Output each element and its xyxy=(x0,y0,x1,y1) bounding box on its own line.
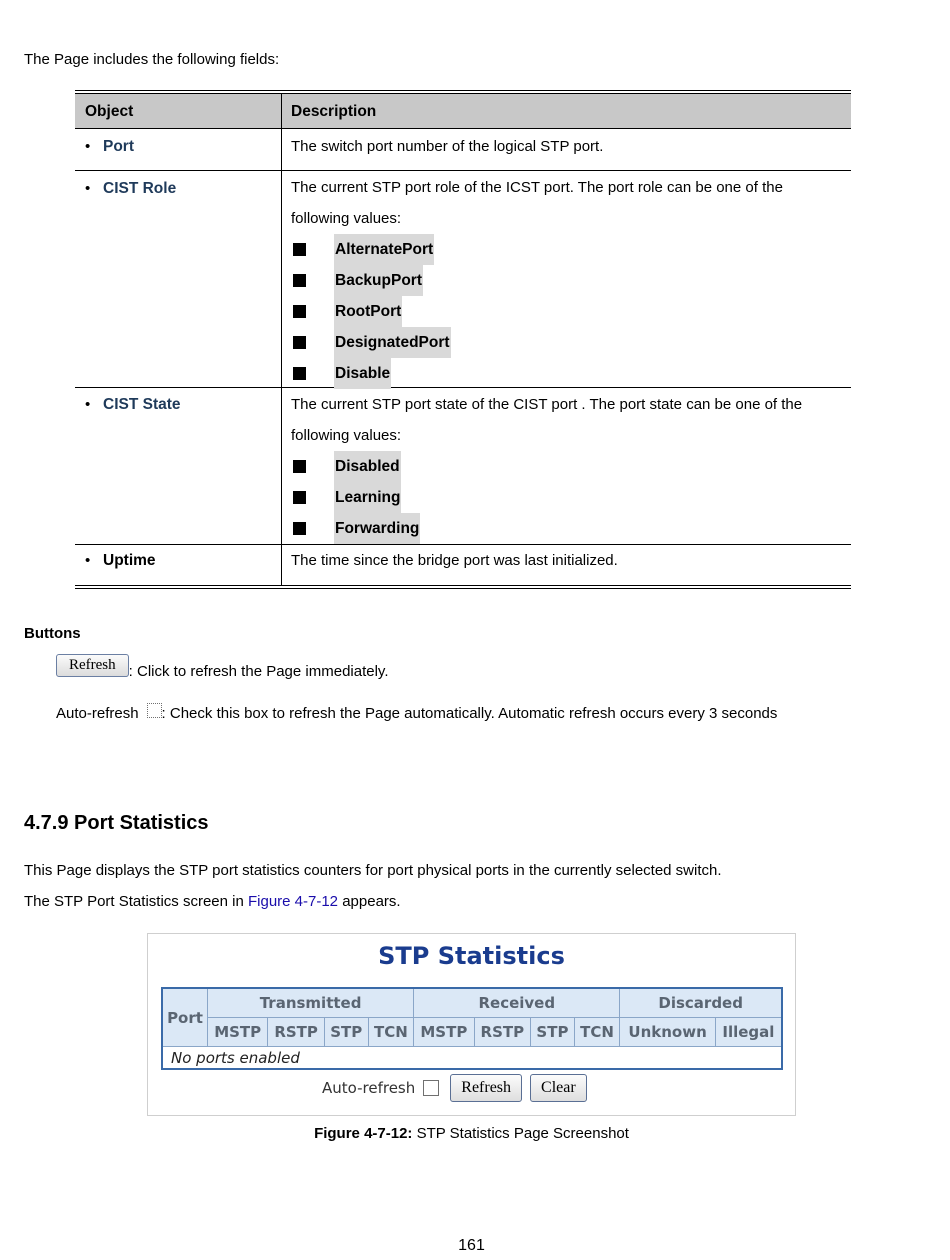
col-header: STP xyxy=(324,1018,368,1047)
table-row xyxy=(75,388,851,545)
square-bullet-icon xyxy=(293,367,306,380)
bullet-icon: • xyxy=(85,180,91,197)
autorefresh-checkbox[interactable] xyxy=(147,703,162,718)
widget-refresh-button[interactable]: Refresh xyxy=(450,1074,522,1102)
empty-row: No ports enabled xyxy=(162,1047,782,1070)
square-bullet-icon xyxy=(293,274,306,287)
object-cell xyxy=(75,545,282,585)
description-line: The current STP port state of the CIST port . The port state can be one of the xyxy=(291,396,803,413)
col-header: Illegal xyxy=(715,1018,782,1047)
col-port: Port xyxy=(162,988,208,1047)
value-item xyxy=(291,482,851,513)
stp-statistics-widget xyxy=(147,933,796,1116)
value-label: Disabled xyxy=(334,451,401,482)
bullet-icon: • xyxy=(85,138,91,155)
widget-title: STP Statistics xyxy=(378,942,565,970)
intro-text: The Page includes the following fields: xyxy=(24,51,280,68)
square-bullet-icon xyxy=(293,491,306,504)
group-discarded: Discarded xyxy=(620,988,782,1018)
description-cell xyxy=(282,129,851,170)
object-name: Port xyxy=(103,138,134,155)
widget-clear-button[interactable]: Clear xyxy=(530,1074,587,1102)
square-bullet-icon xyxy=(293,336,306,349)
autorefresh-help xyxy=(56,703,777,722)
caption-text: STP Statistics Page Screenshot xyxy=(412,1125,629,1142)
square-bullet-icon xyxy=(293,522,306,535)
col-header: TCN xyxy=(574,1018,620,1047)
table-header xyxy=(75,94,851,129)
section-paragraph: This Page displays the STP port statistics counters for port physical ports in the currently selected switch. xyxy=(24,862,722,879)
figure-link[interactable]: Figure 4-7-12 xyxy=(247,893,339,910)
refresh-description: : Click to refresh the Page immediately. xyxy=(128,663,389,680)
page-number: 161 xyxy=(458,1237,485,1254)
col-header: Unknown xyxy=(620,1018,715,1047)
group-received: Received xyxy=(414,988,620,1018)
bullet-icon: • xyxy=(85,552,91,569)
description-line: following values: xyxy=(291,427,402,444)
table-row xyxy=(75,171,851,388)
col-header: MSTP xyxy=(208,1018,268,1047)
widget-autorefresh-label: Auto-refresh xyxy=(322,1079,416,1097)
value-item xyxy=(291,296,851,327)
object-cell xyxy=(75,171,282,387)
widget-autorefresh-checkbox[interactable] xyxy=(423,1080,439,1096)
value-label: BackupPort xyxy=(334,265,423,296)
value-label: RootPort xyxy=(334,296,402,327)
para-text: appears. xyxy=(338,893,401,910)
col-header: RSTP xyxy=(474,1018,531,1047)
autorefresh-description: : Check this box to refresh the Page automatically. Automatic refresh occurs every 3 seconds xyxy=(161,705,778,722)
object-name: CIST State xyxy=(103,396,181,413)
section-paragraph-2 xyxy=(24,893,401,910)
square-bullet-icon xyxy=(293,243,306,256)
caption-label: Figure 4-7-12: xyxy=(314,1125,413,1142)
refresh-help xyxy=(56,654,389,680)
description-cell xyxy=(282,388,851,544)
col-header: MSTP xyxy=(414,1018,474,1047)
figure-caption xyxy=(0,1125,943,1142)
square-bullet-icon xyxy=(293,305,306,318)
value-item xyxy=(291,327,851,358)
value-item xyxy=(291,234,851,265)
group-transmitted: Transmitted xyxy=(208,988,414,1018)
autorefresh-label: Auto-refresh xyxy=(56,705,139,722)
object-cell xyxy=(75,129,282,170)
value-label: DesignatedPort xyxy=(334,327,451,358)
section-title: 4.7.9 Port Statistics xyxy=(24,812,209,834)
col-header: RSTP xyxy=(268,1018,325,1047)
square-bullet-icon xyxy=(293,460,306,473)
buttons-heading: Buttons xyxy=(24,625,81,642)
value-label: Learning xyxy=(334,482,401,513)
bullet-icon: • xyxy=(85,396,91,413)
value-label: AlternatePort xyxy=(334,234,434,265)
col-header: TCN xyxy=(368,1018,414,1047)
description-line: The switch port number of the logical STP port. xyxy=(291,138,604,155)
stats-table xyxy=(161,987,783,1070)
header-description: Description xyxy=(291,103,377,120)
refresh-button[interactable]: Refresh xyxy=(56,654,129,677)
description-cell xyxy=(282,545,851,585)
value-label: Disable xyxy=(334,358,391,389)
description-cell xyxy=(282,171,851,387)
description-line: following values: xyxy=(291,210,402,227)
description-line: The current STP port role of the ICST port. The port role can be one of the xyxy=(291,179,783,196)
object-cell xyxy=(75,388,282,544)
header-object: Object xyxy=(75,94,282,128)
value-item xyxy=(291,265,851,296)
value-item xyxy=(291,358,851,389)
para-text: The STP Port Statistics screen in xyxy=(24,893,248,910)
col-header: STP xyxy=(531,1018,575,1047)
value-label: Forwarding xyxy=(334,513,420,544)
fields-table xyxy=(75,90,851,589)
value-item xyxy=(291,451,851,482)
table-row xyxy=(75,545,851,585)
object-name: CIST Role xyxy=(103,180,177,197)
value-item xyxy=(291,513,851,544)
table-row xyxy=(75,129,851,171)
description-line: The time since the bridge port was last initialized. xyxy=(291,552,618,569)
object-name: Uptime xyxy=(103,552,156,569)
widget-controls xyxy=(322,1074,587,1102)
